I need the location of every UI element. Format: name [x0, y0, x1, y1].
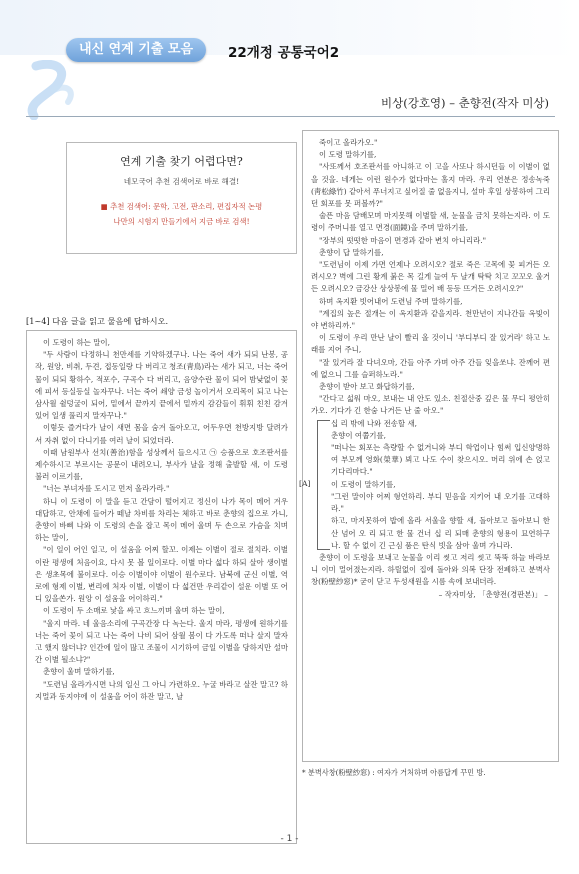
promo-search-keywords: ■ 추천 검색어: 문학, 고전, 판소리, 편집자적 논평	[100, 202, 263, 211]
promo-footer: 나만의 시험지 만들기에서 지금 바로 검색!	[113, 217, 250, 226]
passage-paragraph: 죽이고 올라가오."	[319, 138, 378, 147]
passage-paragraph: "두 사람이 다정하니 천만세를 기약하겠구나. 나는 죽어 새가 되되 난봉, 공작, 원앙, 비취, 두견, 접동일랑 다 버리고 청조(靑鳥)라는 새가 되고, 너는 죽어 물이 되되 황하수, 적포수, 구곡수 다 버리고, 음양수란 물이 되어 밤낮없이 꽃에 피서 등실등실 놀자꾸나. 너는 죽어 쇄양 금성 놀이거서 오리목이 되고 나는 삼사월 쉴덩굴이 되어, 밑에서 끝까지 끝에서 밑까지 감감들이 휘휘 친친 감겨 있어 일생 풀리지 말자꾸나."	[35, 350, 288, 421]
category-pill: 내신 연계 기출 모음	[66, 38, 206, 62]
header-divider	[26, 116, 555, 117]
passage-box-left	[26, 330, 297, 844]
passage-paragraph: "이 일이 어인 일고, 이 설움을 어찌 할꼬. 이제는 이별이 절로 절치라. 이별이란 평생에 처음이요, 다시 못 볼 일이로다. 이별 마다 섧다 하되 살아 생이별은 생초목에 불이로다. 이승 이별이야 이별이 원수로다. 남북에 군신 이별, 역로에 형제 이별, 변리에 처자 이별, 이별이 다 섧건만 우리같이 설운 이별 또 어디 있을쏜가. 원앙 이 설움을 어이하리."	[35, 545, 288, 604]
section-a-line: 이 도령이 말하기를,	[331, 479, 396, 489]
section-a-bracket	[317, 420, 330, 550]
subject-title: 22개정 공통국어2	[228, 45, 340, 61]
section-a-line: "그런 말이야 어찌 형언하리. 부디 믿음을 지키어 내 오기를 고대하라."	[331, 491, 550, 514]
promo-box	[66, 142, 297, 254]
passage-paragraph: "사또께서 호조판서를 아니하고 이 고을 사또나 하시던들 이 이별이 없을 것을. 네게는 이런 원수가 없다마는 홀지 마라. 우리 연분은 정송녹죽(靑松綠竹) 같아서 푸너지고 싶어질 줄 없음지니, 설마 후일 상봉하여 그리던 회포를 못 퍼볼까?"	[311, 162, 550, 209]
passage-paragraph: "잘 있거라 잘 다녀오마, 간들 아주 가며 아주 간들 잊을쏘냐. 잔께어 편에 없으니 그를 슬퍼하노라."	[311, 357, 550, 379]
passage-paragraph: 이때 남원부사 선치(善治)함을 성상께서 들으시고 ㉠ 승품으로 호조판서를 제수하시고 부르시는 공문이 내려오니, 부사가 날을 정해 출발할 새, 이 도령 불러 이르기를,	[35, 447, 288, 482]
passage-paragraph: 춘향이 이 도령을 보내고 눈물을 이리 씻고 저리 씻고 뚝뚝 하늘 바라보니 이미 멀어졌는지라. 하릴없이 집에 돌아와 의복 단장 전폐하고 분벽사창(粉壁紗窓)* 굳이 닫고 두성새원을 시름 속에 보내더라.	[311, 552, 550, 587]
section-a-line: 춘향이 여쭙기를,	[331, 430, 387, 440]
passage-paragraph: 춘향이 울며 말하기를,	[43, 667, 115, 677]
footnote: * 분벽사창(粉壁紗窓) : 여자가 거처하며 아름답게 꾸민 방.	[302, 768, 486, 777]
section-a-line: 하고, 마지못하여 밥에 올라 서울을 향할 새, 돌아보고 돌아보니 한 산 넘어 오 리 되고 한 물 건너 십 리 되매 춘향의 형용이 묘연하구나. 할 수 없이 긴 근심 품은 탄식 빗을 삼아 울며 가니라.	[331, 516, 550, 550]
passage-paragraph: 하며 옥지환 빗어내어 도련님 주며 말하기를,	[319, 296, 463, 306]
question-heading: [1~4] 다음 글을 읽고 물음에 답하시오.	[26, 316, 169, 326]
passage-box-right	[299, 130, 559, 762]
citation: – 작자미상, 「춘향전(경판본)」 –	[438, 589, 548, 599]
decorative-swoosh-icon	[16, 60, 96, 120]
passage-paragraph: "도련님 올라가시면 나의 일신 그 아니 가련하오. 누굴 바라고 살잔 말고? 하지멀과 동지야에 이 설움을 어이 하잔 말고, 날	[35, 679, 288, 701]
passage-paragraph: 이 도령 말하기를,	[319, 150, 377, 160]
section-a	[299, 418, 550, 552]
section-a-line: 십 리 밖에 나와 전송할 새,	[331, 418, 418, 428]
passage-paragraph: 이 도령이 우리 만난 날이 빨리 올 것이니 '부디부디 잘 있거라' 하고 노래를 지어 주니,	[311, 333, 550, 355]
passage-paragraph: "도련님이 이제 가면 언제나 오려시오? 절로 죽은 고목에 꽃 피거든 오려시오? 벽에 그린 황계 붉은 목 길게 늘여 두 날개 탁탁 치고 꼬꼬오 울거든 오려시오? 금강산 상상봉에 물 밀어 배 등등 뜨거든 오려시오?"	[311, 260, 550, 294]
passage-paragraph: "너는 부녀자를 도시고 먼저 올라가라."	[43, 484, 170, 494]
passage-paragraph: 하니 이 도령이 이 말을 듣고 간담이 떨어지고 정신이 나가 목이 메어 겨우 대답하고, 안채에 들어가 떼날 차비를 차리는 체하고 바로 춘향의 집으로 가니, 춘향이 바삐 나와 이 도령의 손을 잡고 목이 메어 울며 두 손으로 가슴을 치며 하는 말이,	[35, 496, 288, 543]
passage-paragraph: 이 도령이 두 소매로 낯을 싸고 흐느끼며 울며 하는 말이,	[43, 606, 225, 616]
passage-text-right	[299, 137, 550, 601]
page-number: - 1 -	[280, 834, 299, 844]
passage-paragraph: "장부의 떳떳한 마음이 면경과 같아 변치 아니리라."	[319, 235, 487, 245]
promo-title: 연계 기출 찾기 어렵다면?	[120, 155, 243, 168]
passage-paragraph: 술픈 마음 담배모며 마지못해 이별할 새, 눈물을 금치 못하는지라. 이 도령이 주머니를 열고 면경(面鏡)을 주며 말하기를,	[311, 211, 550, 233]
section-a-line: "떠나는 회포는 측량할 수 없거니와 부디 학업이나 힘써 입신양명하여 부모께 영화(榮華) 뵈고 나도 수이 찾으시오. 머리 위에 손 얹고 기다리마다."	[331, 443, 550, 477]
passage-paragraph: 춘향이 답 말하기를,	[319, 247, 384, 257]
passage-paragraph: "간다고 섧워 마오, 보내는 내 안도 있소. 친절산중 깊은 물 무디 평안히 가오. 기다가 긴 한숨 나거든 난 줄 아오."	[311, 394, 550, 416]
section-a-label: [A]	[299, 479, 311, 489]
passage-paragraph: 이 도령이 하는 말이,	[43, 338, 110, 347]
passage-text-left	[35, 337, 288, 703]
passage-paragraph: 이렇듯 즐거다가 날이 새면 몸을 숨겨 돌아오고, 어두우면 천방지방 달려가서 자취 없이 다니기를 여러 날이 되었더라.	[35, 423, 288, 445]
passage-paragraph: "계집의 높은 절개는 이 옥지환과 같을지라. 천만년이 지나간들 옥빛이야 변하리까."	[311, 308, 550, 331]
source-title: 비상(강호영) – 춘향전(작자 미상)	[381, 96, 549, 110]
promo-subtitle: 네모국어 추천 검색어로 바로 해결!	[123, 177, 240, 186]
passage-paragraph: 춘향이 받아 보고 화답하기를,	[319, 382, 415, 392]
passage-paragraph: "울지 마라. 네 울음소리에 구곡간장 다 녹는다. 울지 마라, 평생에 원하기를 너는 죽어 꽃이 되고 나는 죽어 나비 되어 삼월 봄이 다 가도록 떠나 살지 말자고 했지 않더냐? 인간에 일이 많고 조물이 시기하여 금일 이별을 당하지만 설마 간 이별 될소냐?"	[35, 618, 288, 665]
